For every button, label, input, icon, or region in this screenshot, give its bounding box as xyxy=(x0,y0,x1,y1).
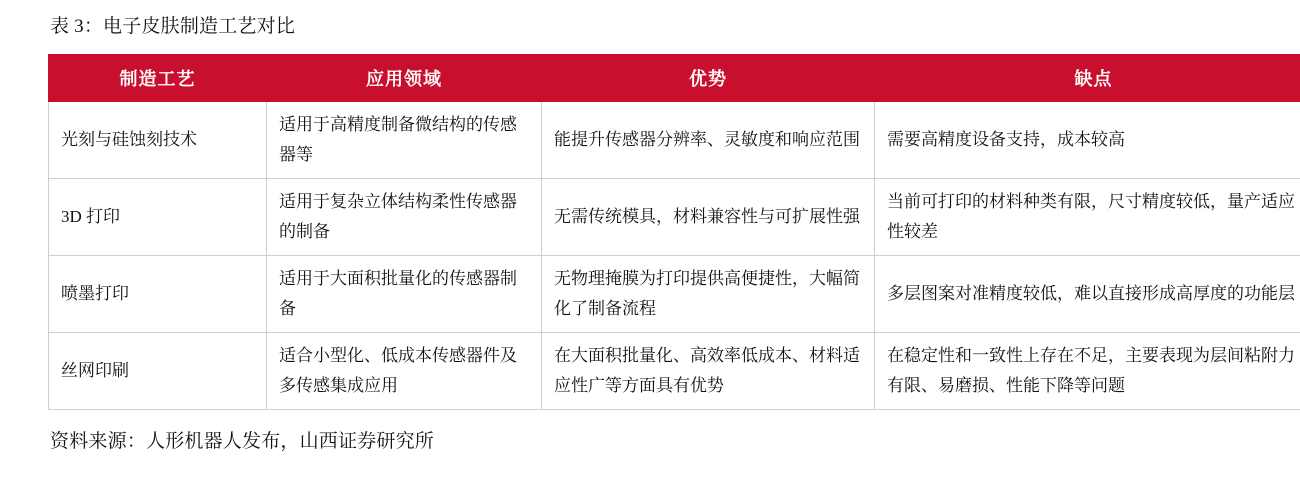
column-header-drawback: 缺点 xyxy=(875,55,1300,102)
cell-application: 适用于大面积批量化的传感器制备 xyxy=(267,256,542,333)
table-body xyxy=(49,102,1300,410)
table-row xyxy=(49,333,1300,410)
cell-advantage: 在大面积批量化、高效率低成本、材料适应性广等方面具有优势 xyxy=(542,333,875,410)
table-row xyxy=(49,179,1300,256)
cell-drawback: 需要高精度设备支持，成本较高 xyxy=(875,102,1300,179)
column-header-process: 制造工艺 xyxy=(49,55,267,102)
table-caption: 表 3：电子皮肤制造工艺对比 xyxy=(50,16,296,37)
table-header xyxy=(49,55,1300,102)
cell-drawback: 多层图案对准精度较低，难以直接形成高厚度的功能层 xyxy=(875,256,1300,333)
table-row xyxy=(49,102,1300,179)
comparison-table xyxy=(48,54,1300,410)
cell-application: 适合小型化、低成本传感器件及多传感集成应用 xyxy=(267,333,542,410)
cell-process: 3D 打印 xyxy=(49,179,267,256)
cell-process: 光刻与硅蚀刻技术 xyxy=(49,102,267,179)
cell-drawback: 当前可打印的材料种类有限，尺寸精度较低，量产适应性较差 xyxy=(875,179,1300,256)
source-note: 资料来源：人形机器人发布，山西证券研究所 xyxy=(50,431,435,452)
table-row xyxy=(49,256,1300,333)
table-header-row xyxy=(49,55,1300,102)
column-header-advantage: 优势 xyxy=(542,55,875,102)
cell-drawback: 在稳定性和一致性上存在不足，主要表现为层间粘附力有限、易磨损、性能下降等问题 xyxy=(875,333,1300,410)
cell-application: 适用于复杂立体结构柔性传感器的制备 xyxy=(267,179,542,256)
cell-process: 丝网印刷 xyxy=(49,333,267,410)
cell-application: 适用于高精度制备微结构的传感器等 xyxy=(267,102,542,179)
cell-advantage: 能提升传感器分辨率、灵敏度和响应范围 xyxy=(542,102,875,179)
column-header-application: 应用领域 xyxy=(267,55,542,102)
cell-advantage: 无需传统模具，材料兼容性与可扩展性强 xyxy=(542,179,875,256)
cell-advantage: 无物理掩膜为打印提供高便捷性，大幅简化了制备流程 xyxy=(542,256,875,333)
cell-process: 喷墨打印 xyxy=(49,256,267,333)
